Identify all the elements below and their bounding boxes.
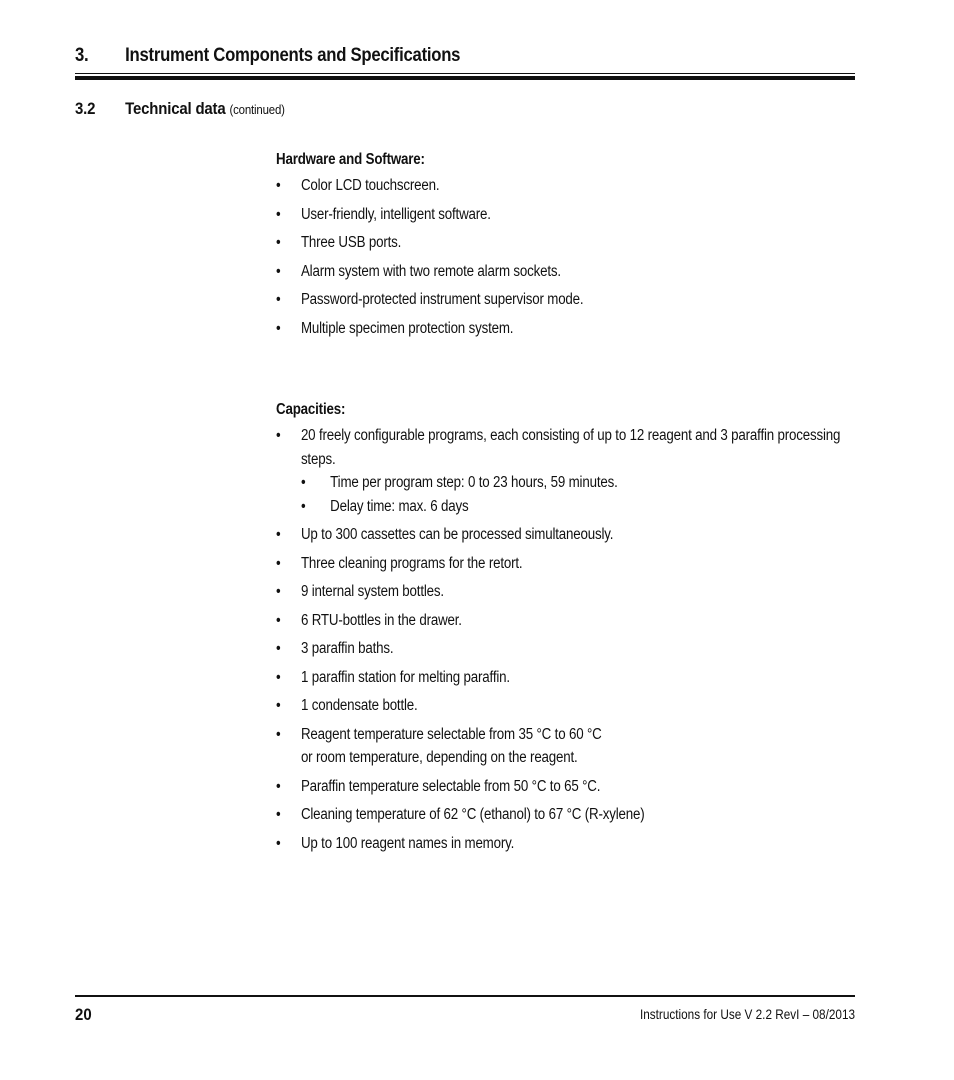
sub-list-item xyxy=(301,495,844,519)
bullet-icon: • xyxy=(276,834,281,852)
section-title: Technical data xyxy=(125,99,226,118)
list-item-text: Three USB ports. xyxy=(300,234,402,251)
section-heading xyxy=(75,99,761,119)
list-item-text: Three cleaning programs for the retort. xyxy=(300,554,523,572)
bullet-icon: • xyxy=(276,668,281,686)
page-number: 20 xyxy=(75,1005,92,1024)
footer-rule xyxy=(75,995,855,997)
bullet-icon: • xyxy=(276,427,281,444)
list-item-text: Password-protected instrument supervisor mode. xyxy=(300,291,584,308)
bullet-icon: • xyxy=(276,777,281,795)
list-item xyxy=(276,775,844,799)
section-suffix: (continued) xyxy=(229,102,285,117)
bullet-icon: • xyxy=(276,697,281,714)
chapter-title: Instrument Components and Specifications xyxy=(125,45,461,66)
bullet-icon: • xyxy=(276,611,281,629)
list-item xyxy=(276,523,844,547)
hardware-block xyxy=(276,150,844,340)
list-item-text: Up to 300 cassettes can be processed simultaneously. xyxy=(300,526,614,543)
list-item-text: 9 internal system bottles. xyxy=(300,583,444,600)
sub-list-item xyxy=(301,471,844,495)
list-item-text: 3 paraffin baths. xyxy=(300,640,394,657)
list-item-text: Alarm system with two remote alarm sockets. xyxy=(300,262,561,280)
bullet-icon: • xyxy=(276,234,281,251)
capacities-heading: Capacities: xyxy=(276,401,346,418)
list-item-text: Cleaning temperature of 62 °C (ethanol) to 67 °C (R-xylene) xyxy=(300,806,645,823)
list-item-text: 1 condensate bottle. xyxy=(300,697,418,714)
list-item xyxy=(276,424,844,518)
list-item xyxy=(276,580,844,604)
bullet-icon: • xyxy=(300,474,306,491)
list-item xyxy=(276,260,844,284)
list-item xyxy=(276,723,844,770)
list-item-text: Up to 100 reagent names in memory. xyxy=(300,834,515,852)
list-item xyxy=(276,666,844,690)
list-item xyxy=(276,694,844,718)
hardware-heading: Hardware and Software: xyxy=(276,151,425,168)
chapter-number: 3. xyxy=(75,45,89,66)
list-item xyxy=(276,288,844,312)
footer-text: Instructions for Use V 2.2 RevI – 08/2013 xyxy=(639,1006,855,1022)
list-item xyxy=(276,832,844,856)
list-item-text: 6 RTU-bottles in the drawer. xyxy=(300,611,462,629)
bullet-icon: • xyxy=(300,497,306,515)
header-rule-thick xyxy=(75,76,855,80)
list-item-text: 20 freely configurable programs, each consisting of up to 12 reagent and 3 paraffin processing steps. xyxy=(300,427,841,468)
chapter-heading xyxy=(75,45,761,67)
bullet-icon: • xyxy=(276,291,281,308)
list-item xyxy=(276,552,844,576)
section-number: 3.2 xyxy=(75,99,96,118)
list-item-text: Delay time: max. 6 days xyxy=(330,497,469,515)
list-item-text: or room temperature, depending on the reagent. xyxy=(300,749,578,766)
header-rule-thin xyxy=(75,73,855,74)
list-item xyxy=(276,174,844,198)
list-item-text: Paraffin temperature selectable from 50 °C to 65 °C. xyxy=(300,777,601,795)
capacities-block xyxy=(276,400,844,855)
bullet-icon: • xyxy=(276,205,281,223)
bullet-icon: • xyxy=(276,526,281,543)
bullet-icon: • xyxy=(276,725,281,743)
list-item xyxy=(276,231,844,255)
bullet-icon: • xyxy=(276,177,281,194)
list-item-text: Color LCD touchscreen. xyxy=(300,177,440,194)
list-item xyxy=(276,803,844,827)
bullet-icon: • xyxy=(276,262,281,280)
list-item-text: Reagent temperature selectable from 35 °C to 60 °C xyxy=(300,725,602,743)
list-item xyxy=(276,203,844,227)
list-item xyxy=(276,317,844,341)
list-item-text: 1 paraffin station for melting paraffin. xyxy=(300,668,510,686)
bullet-icon: • xyxy=(276,806,281,823)
bullet-icon: • xyxy=(276,554,281,572)
list-item-text: Time per program step: 0 to 23 hours, 59 minutes. xyxy=(330,474,618,491)
list-item-text: User-friendly, intelligent software. xyxy=(300,205,491,223)
bullet-icon: • xyxy=(276,583,281,600)
list-item-text: Multiple specimen protection system. xyxy=(300,319,514,337)
list-item xyxy=(276,609,844,633)
bullet-icon: • xyxy=(276,640,281,657)
list-item xyxy=(276,637,844,661)
bullet-icon: • xyxy=(276,319,281,337)
